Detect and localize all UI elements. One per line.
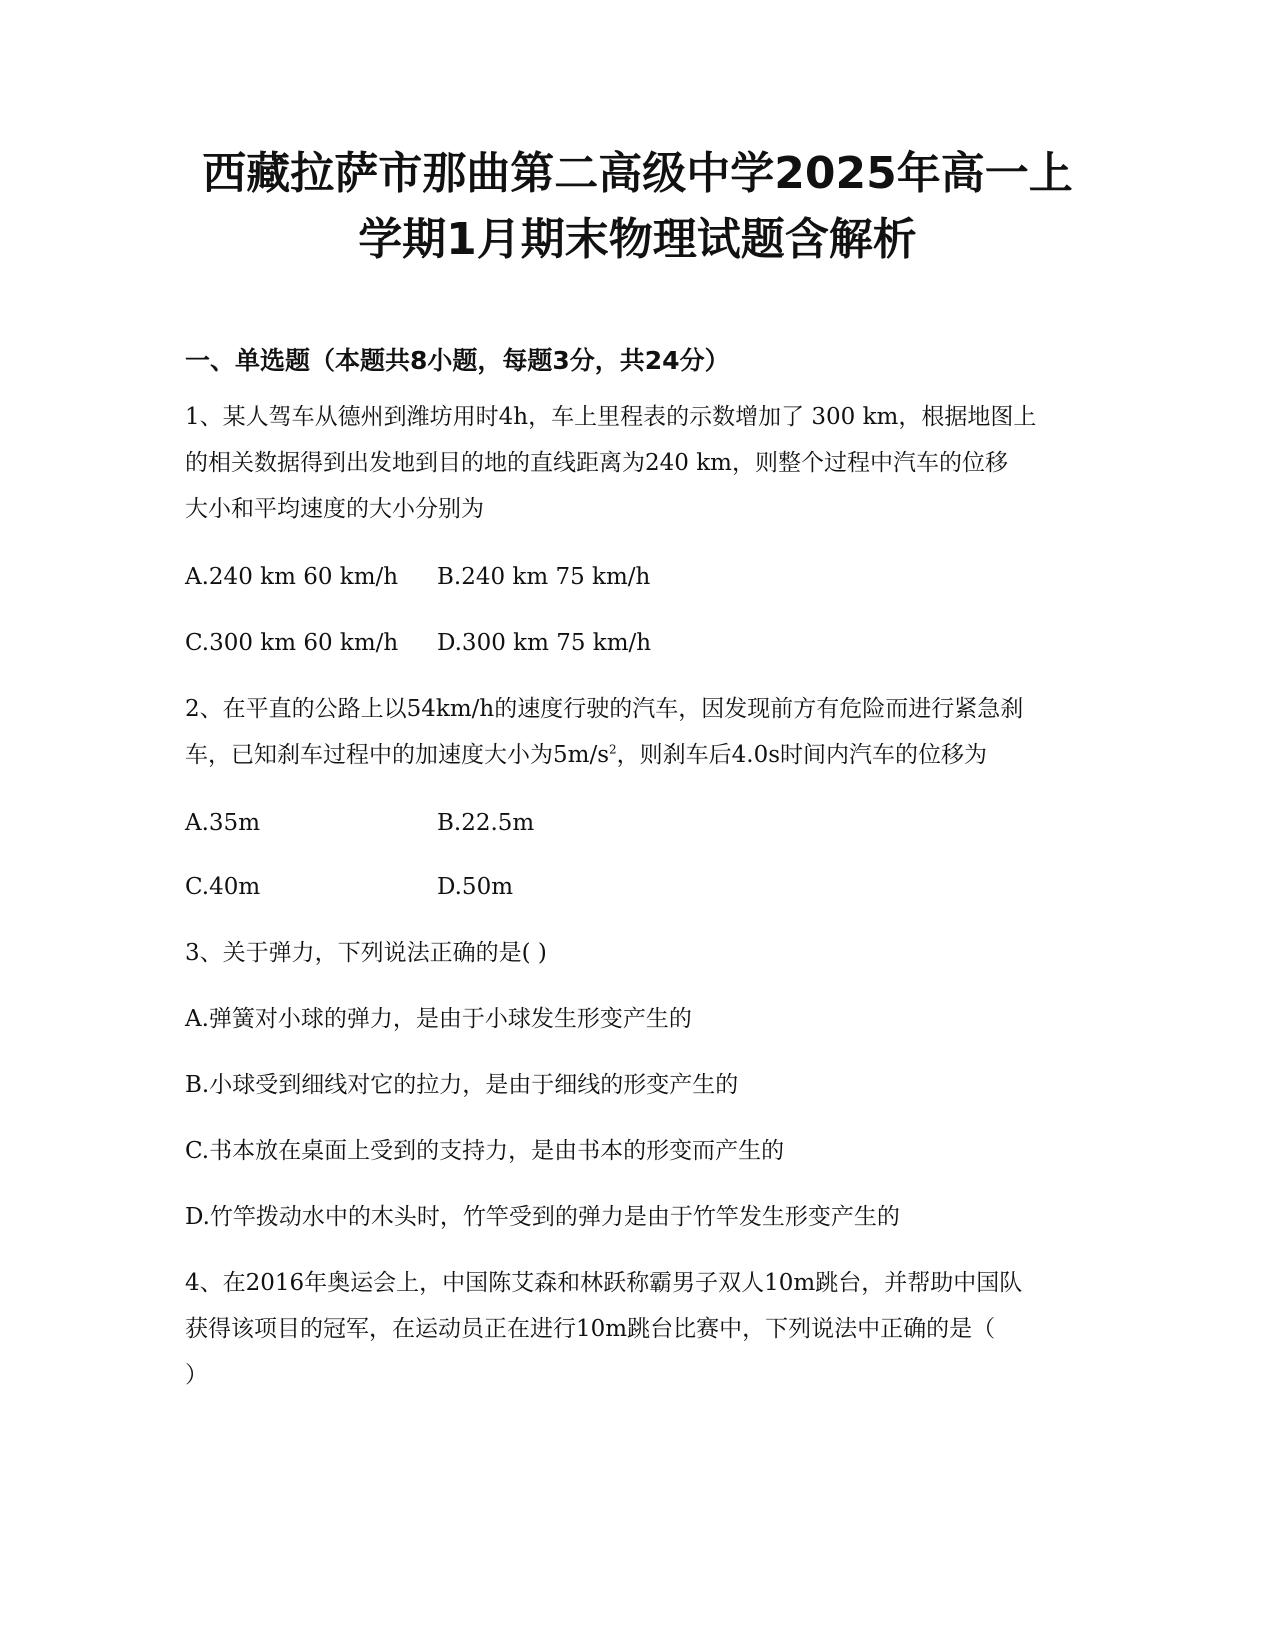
question-2-line-2: [185, 744, 987, 767]
question-4-line-2: 获得该项目的冠军，在运动员正在进行10m跳台比赛中，下列说法中正确的是（: [185, 1316, 996, 1342]
question-1-option-a: A.240 km 60 km/h: [185, 564, 399, 590]
question-1-option-c: C.300 km 60 km/h: [185, 630, 399, 656]
question-1-line-2: 的相关数据得到出发地到目的地的直线距离为240 km，则整个过程中汽车的位移: [185, 450, 1008, 476]
question-1-line-3: 大小和平均速度的大小分别为: [185, 496, 484, 522]
section-heading: 一、单选题（本题共8小题，每题3分，共24分）: [185, 346, 730, 375]
question-1-option-b: B.240 km 75 km/h: [437, 564, 651, 590]
question-2-option-c: C.40m: [185, 874, 261, 900]
question-3-option-a: A.弹簧对小球的弹力，是由于小球发生形变产生的: [185, 1006, 692, 1032]
question-3-option-b: B.小球受到细线对它的拉力，是由于细线的形变产生的: [185, 1072, 739, 1098]
question-1-line-1: 1、某人驾车从德州到潍坊用时4h，车上里程表的示数增加了 300 km，根据地图上: [185, 404, 1037, 430]
document-title-line-2: 学期1月期末物理试题含解析: [358, 214, 917, 265]
question-1-option-d: D.300 km 75 km/h: [437, 630, 652, 656]
question-4-line-3: ）: [185, 1362, 208, 1388]
question-2-option-a: A.35m: [185, 810, 260, 836]
question-2-line-2-text: 车，已知刹车过程中的加速度大小为5m/s: [185, 742, 609, 768]
question-2-line-2-text-end: ，则刹车后4.0s时间内汽车的位移为: [616, 742, 988, 768]
question-2-line-1: 2、在平直的公路上以54km/h的速度行驶的汽车，因发现前方有危险而进行紧急刹: [185, 696, 1024, 722]
question-2-option-b: B.22.5m: [437, 810, 535, 836]
question-4-line-1: 4、在2016年奥运会上，中国陈艾森和林跃称霸男子双人10m跳台，并帮助中国队: [185, 1270, 1023, 1296]
superscript-exponent: 2: [609, 742, 617, 757]
question-3-line-1: 3、关于弹力，下列说法正确的是( ): [185, 940, 547, 966]
question-2-option-d: D.50m: [437, 874, 514, 900]
question-3-option-d: D.竹竿拨动水中的木头时，竹竿受到的弹力是由于竹竿发生形变产生的: [185, 1204, 900, 1230]
question-3-option-c: C.书本放在桌面上受到的支持力，是由书本的形变而产生的: [185, 1138, 785, 1164]
document-title-line-1: 西藏拉萨市那曲第二高级中学2025年高一上: [202, 148, 1073, 199]
